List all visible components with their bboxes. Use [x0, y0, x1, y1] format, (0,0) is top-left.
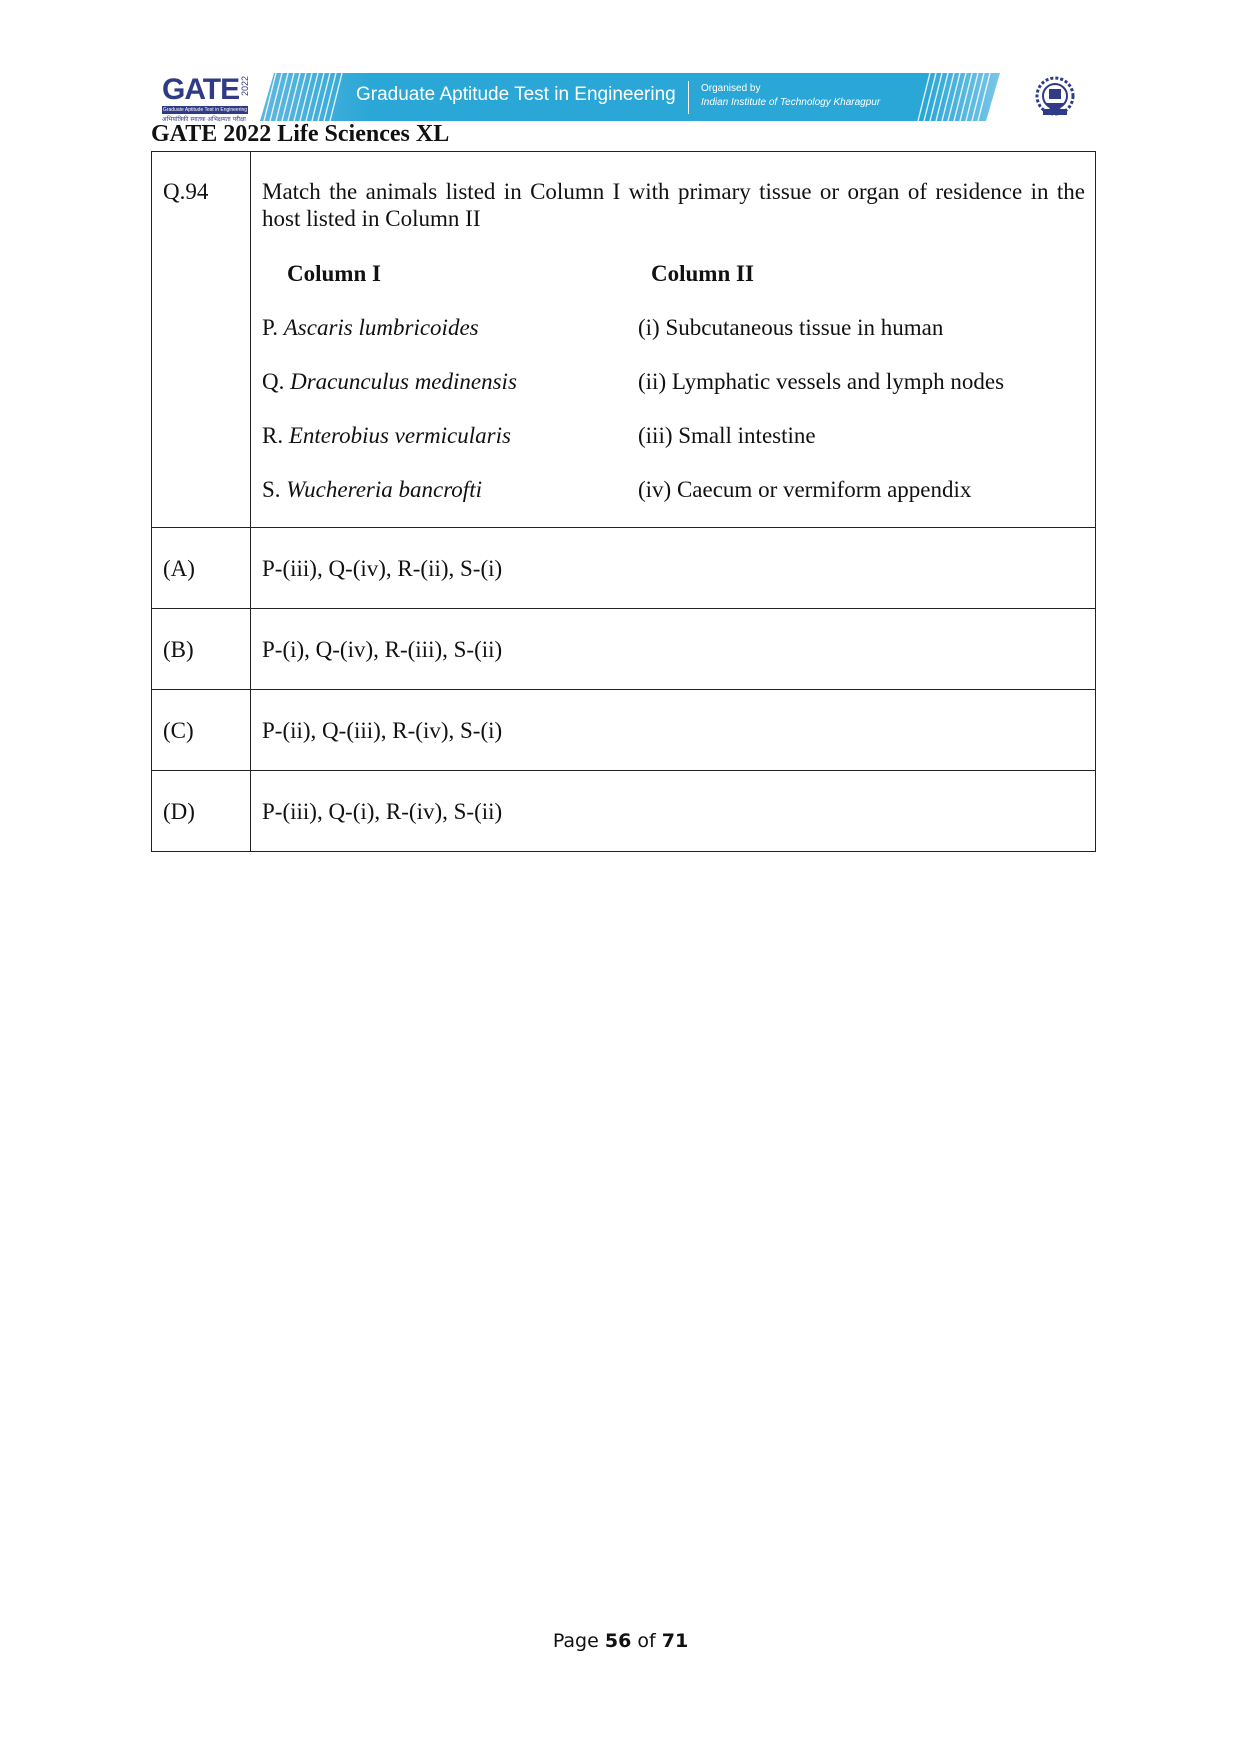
column1-item: [262, 449, 638, 503]
option-row-b: [152, 609, 1096, 690]
page-header: [160, 70, 1080, 125]
column2-item: (i) Subcutaneous tissue in human: [638, 315, 944, 340]
banner-divider: [688, 81, 689, 114]
column2-header: Column II: [651, 261, 754, 286]
banner-organiser: Indian Institute of Technology Kharagpur: [701, 97, 881, 108]
gate-logo: [160, 74, 252, 122]
column1-item: [262, 287, 638, 341]
gate-logo-year: 2022: [240, 76, 250, 97]
question-number: Q.94: [152, 152, 251, 528]
question-text: Match the animals listed in Column I with primary tissue or organ of residence in the host listed in Column II: [262, 179, 1085, 231]
subject-title: GATE 2022 Life Sciences XL: [151, 121, 450, 147]
option-row-c: [152, 690, 1096, 771]
item-label: Q.: [262, 369, 285, 394]
option-text: P-(ii), Q-(iii), R-(iv), S-(i): [251, 690, 1096, 771]
animal-name: Enterobius vermicularis: [288, 423, 511, 448]
footer-of: of: [637, 1630, 656, 1652]
item-label: P.: [262, 315, 278, 340]
question-table: [151, 151, 1096, 852]
match-columns: [262, 232, 1085, 503]
option-label: (D): [152, 771, 251, 852]
option-row-d: [152, 771, 1096, 852]
option-text: P-(iii), Q-(i), R-(iv), S-(ii): [251, 771, 1096, 852]
animal-name: Dracunculus medinensis: [290, 369, 517, 394]
column2-item: (iii) Small intestine: [638, 423, 816, 448]
question-row: [152, 152, 1096, 528]
question-body: [251, 152, 1096, 528]
gate-logo-strip: Graduate Aptitude Test in Engineering: [162, 107, 248, 113]
option-label: (A): [152, 528, 251, 609]
column2-item: (ii) Lymphatic vessels and lymph nodes: [638, 369, 1005, 394]
option-label: (C): [152, 690, 251, 771]
gate-logo-text: GATE: [162, 73, 240, 106]
animal-name: Ascaris lumbricoides: [283, 315, 479, 340]
column1-header: Column I: [287, 261, 381, 286]
animal-name: Wuchereria bancrofti: [286, 477, 482, 502]
banner-organised-by: Organised by: [701, 83, 761, 94]
option-text: P-(i), Q-(iv), R-(iii), S-(ii): [251, 609, 1096, 690]
column1-item: [262, 341, 638, 395]
header-banner: [260, 73, 1000, 121]
item-label: R.: [262, 423, 284, 448]
gate-logo-hindi: अभियांत्रिकी स्नातक अभिक्षमता परीक्षा: [162, 116, 246, 123]
footer-prefix: Page: [552, 1630, 599, 1652]
page-footer: [0, 1630, 1241, 1652]
iit-kharagpur-emblem-icon: [1034, 75, 1076, 119]
option-row-a: [152, 528, 1096, 609]
banner-title: Graduate Aptitude Test in Engineering: [356, 84, 676, 105]
footer-total-pages: 71: [661, 1630, 689, 1652]
column1-item: [262, 395, 638, 449]
footer-current-page: 56: [604, 1630, 632, 1652]
item-label: S.: [262, 477, 281, 502]
option-label: (B): [152, 609, 251, 690]
option-text: P-(iii), Q-(iv), R-(ii), S-(i): [251, 528, 1096, 609]
column2-item: (iv) Caecum or vermiform appendix: [638, 477, 972, 502]
